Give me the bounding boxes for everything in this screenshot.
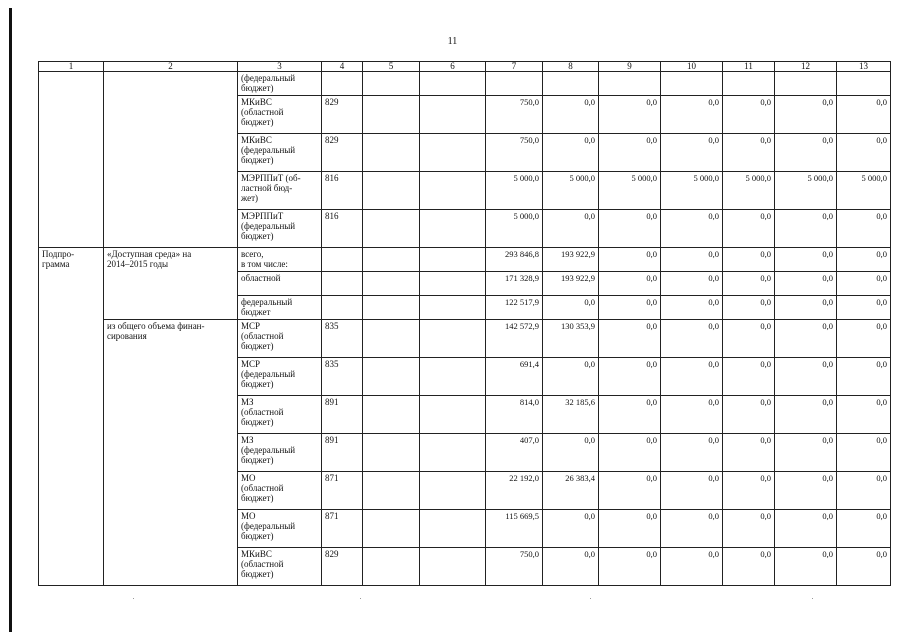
empty-cell bbox=[363, 296, 420, 320]
column-header: 12 bbox=[775, 62, 837, 72]
amount-cell bbox=[837, 72, 891, 96]
empty-cell bbox=[363, 72, 420, 96]
empty-cell bbox=[363, 358, 420, 396]
amount-cell bbox=[486, 72, 543, 96]
scan-dots bbox=[0, 598, 905, 602]
amount-cell: 130 353,9 bbox=[543, 320, 599, 358]
amount-cell: 0,0 bbox=[599, 248, 661, 272]
amount-cell: 0,0 bbox=[661, 548, 723, 586]
empty-cell bbox=[363, 248, 420, 272]
amount-cell: 0,0 bbox=[723, 296, 775, 320]
amount-cell: 0,0 bbox=[599, 210, 661, 248]
column-header: 9 bbox=[599, 62, 661, 72]
page-number: 11 bbox=[447, 36, 458, 47]
amount-cell: 0,0 bbox=[661, 96, 723, 134]
amount-cell: 122 517,9 bbox=[486, 296, 543, 320]
amount-cell: 0,0 bbox=[599, 320, 661, 358]
amount-cell: 293 846,8 bbox=[486, 248, 543, 272]
column-header: 3 bbox=[238, 62, 322, 72]
amount-cell: 0,0 bbox=[837, 320, 891, 358]
empty-cell bbox=[420, 510, 486, 548]
amount-cell: 0,0 bbox=[723, 210, 775, 248]
amount-cell: 171 328,9 bbox=[486, 272, 543, 296]
column-header: 4 bbox=[322, 62, 363, 72]
empty-cell bbox=[420, 272, 486, 296]
amount-cell: 0,0 bbox=[775, 548, 837, 586]
table-row bbox=[39, 320, 891, 358]
amount-cell: 0,0 bbox=[599, 396, 661, 434]
amount-cell: 26 383,4 bbox=[543, 472, 599, 510]
amount-cell: 691,4 bbox=[486, 358, 543, 396]
section-type-cell bbox=[39, 72, 104, 248]
amount-cell: 0,0 bbox=[775, 134, 837, 172]
amount-cell: 0,0 bbox=[661, 320, 723, 358]
amount-cell: 0,0 bbox=[837, 434, 891, 472]
amount-cell: 0,0 bbox=[599, 296, 661, 320]
agency-code-cell: 891 bbox=[322, 434, 363, 472]
empty-cell bbox=[420, 320, 486, 358]
amount-cell: 0,0 bbox=[775, 510, 837, 548]
amount-cell: 0,0 bbox=[837, 96, 891, 134]
funding-source-cell: МЗ (федеральный бюджет) bbox=[238, 434, 322, 472]
funding-source-cell: МО (областной бюджет) bbox=[238, 472, 322, 510]
empty-cell bbox=[420, 134, 486, 172]
agency-code-cell: 816 bbox=[322, 172, 363, 210]
funding-source-cell: МКиВС (областной бюджет) bbox=[238, 96, 322, 134]
program-name-cell: из общего объема финан- сирования bbox=[104, 320, 238, 586]
agency-code-cell: 829 bbox=[322, 134, 363, 172]
funding-source-cell: МСР (областной бюджет) bbox=[238, 320, 322, 358]
amount-cell: 0,0 bbox=[723, 248, 775, 272]
amount-cell: 0,0 bbox=[543, 96, 599, 134]
funding-source-cell: МКиВС (федеральный бюджет) bbox=[238, 134, 322, 172]
empty-cell bbox=[420, 396, 486, 434]
amount-cell bbox=[723, 72, 775, 96]
amount-cell: 0,0 bbox=[723, 358, 775, 396]
amount-cell: 0,0 bbox=[723, 320, 775, 358]
amount-cell: 0,0 bbox=[599, 134, 661, 172]
agency-code-cell: 816 bbox=[322, 210, 363, 248]
amount-cell: 0,0 bbox=[661, 210, 723, 248]
amount-cell: 750,0 bbox=[486, 96, 543, 134]
column-header: 10 bbox=[661, 62, 723, 72]
amount-cell: 0,0 bbox=[599, 96, 661, 134]
empty-cell bbox=[420, 358, 486, 396]
amount-cell: 0,0 bbox=[837, 210, 891, 248]
agency-code-cell: 835 bbox=[322, 358, 363, 396]
amount-cell: 0,0 bbox=[723, 434, 775, 472]
amount-cell: 0,0 bbox=[661, 396, 723, 434]
amount-cell: 0,0 bbox=[837, 510, 891, 548]
empty-cell bbox=[420, 434, 486, 472]
amount-cell: 0,0 bbox=[775, 248, 837, 272]
amount-cell: 0,0 bbox=[723, 134, 775, 172]
budget-table bbox=[38, 61, 891, 586]
amount-cell: 0,0 bbox=[543, 510, 599, 548]
empty-cell bbox=[363, 396, 420, 434]
agency-code-cell: 891 bbox=[322, 396, 363, 434]
empty-cell bbox=[363, 510, 420, 548]
amount-cell: 0,0 bbox=[661, 510, 723, 548]
agency-code-cell: 871 bbox=[322, 510, 363, 548]
agency-code-cell bbox=[322, 248, 363, 272]
amount-cell: 193 922,9 bbox=[543, 272, 599, 296]
amount-cell: 0,0 bbox=[661, 358, 723, 396]
funding-source-cell: (федеральный бюджет) bbox=[238, 72, 322, 96]
column-header: 7 bbox=[486, 62, 543, 72]
program-name-cell bbox=[104, 72, 238, 248]
empty-cell bbox=[420, 96, 486, 134]
column-header: 6 bbox=[420, 62, 486, 72]
funding-source-cell: всего, в том числе: bbox=[238, 248, 322, 272]
amount-cell: 5 000,0 bbox=[543, 172, 599, 210]
agency-code-cell: 835 bbox=[322, 320, 363, 358]
column-header: 11 bbox=[723, 62, 775, 72]
empty-cell bbox=[363, 548, 420, 586]
empty-cell bbox=[420, 548, 486, 586]
funding-source-cell: МЭРППиТ (об- ластной бюд- жет) bbox=[238, 172, 322, 210]
amount-cell: 0,0 bbox=[599, 548, 661, 586]
amount-cell: 0,0 bbox=[775, 472, 837, 510]
amount-cell: 5 000,0 bbox=[723, 172, 775, 210]
amount-cell: 0,0 bbox=[723, 272, 775, 296]
empty-cell bbox=[363, 272, 420, 296]
empty-cell bbox=[363, 96, 420, 134]
amount-cell: 0,0 bbox=[723, 396, 775, 434]
amount-cell: 5 000,0 bbox=[661, 172, 723, 210]
amount-cell: 0,0 bbox=[775, 358, 837, 396]
amount-cell: 0,0 bbox=[775, 210, 837, 248]
amount-cell: 0,0 bbox=[723, 510, 775, 548]
funding-source-cell: МКиВС (областной бюджет) bbox=[238, 548, 322, 586]
amount-cell: 0,0 bbox=[599, 358, 661, 396]
amount-cell: 193 922,9 bbox=[543, 248, 599, 272]
amount-cell: 5 000,0 bbox=[775, 172, 837, 210]
amount-cell: 0,0 bbox=[599, 472, 661, 510]
agency-code-cell bbox=[322, 72, 363, 96]
amount-cell: 5 000,0 bbox=[599, 172, 661, 210]
amount-cell: 0,0 bbox=[661, 296, 723, 320]
agency-code-cell: 829 bbox=[322, 548, 363, 586]
amount-cell: 0,0 bbox=[543, 434, 599, 472]
amount-cell bbox=[599, 72, 661, 96]
amount-cell: 0,0 bbox=[543, 548, 599, 586]
amount-cell: 407,0 bbox=[486, 434, 543, 472]
amount-cell: 750,0 bbox=[486, 548, 543, 586]
funding-source-cell: МСР (федеральный бюджет) bbox=[238, 358, 322, 396]
funding-source-cell: МЗ (областной бюджет) bbox=[238, 396, 322, 434]
amount-cell: 115 669,5 bbox=[486, 510, 543, 548]
empty-cell bbox=[363, 434, 420, 472]
agency-code-cell: 829 bbox=[322, 96, 363, 134]
amount-cell: 0,0 bbox=[775, 434, 837, 472]
amount-cell: 0,0 bbox=[837, 548, 891, 586]
amount-cell bbox=[775, 72, 837, 96]
table-header-row bbox=[39, 62, 891, 72]
page-margin-bar bbox=[9, 8, 12, 632]
amount-cell: 5 000,0 bbox=[486, 210, 543, 248]
empty-cell bbox=[363, 210, 420, 248]
empty-cell bbox=[420, 472, 486, 510]
empty-cell bbox=[420, 210, 486, 248]
agency-code-cell bbox=[322, 296, 363, 320]
amount-cell: 0,0 bbox=[543, 358, 599, 396]
amount-cell bbox=[661, 72, 723, 96]
amount-cell: 0,0 bbox=[661, 134, 723, 172]
amount-cell: 142 572,9 bbox=[486, 320, 543, 358]
amount-cell: 0,0 bbox=[837, 358, 891, 396]
empty-cell bbox=[420, 296, 486, 320]
amount-cell: 0,0 bbox=[723, 472, 775, 510]
amount-cell: 0,0 bbox=[837, 134, 891, 172]
empty-cell bbox=[420, 72, 486, 96]
amount-cell: 0,0 bbox=[837, 248, 891, 272]
empty-cell bbox=[420, 172, 486, 210]
funding-source-cell: МЭРППиТ (федеральный бюджет) bbox=[238, 210, 322, 248]
amount-cell: 0,0 bbox=[599, 434, 661, 472]
amount-cell: 0,0 bbox=[837, 472, 891, 510]
empty-cell bbox=[363, 472, 420, 510]
amount-cell: 0,0 bbox=[543, 134, 599, 172]
column-header: 1 bbox=[39, 62, 104, 72]
empty-cell bbox=[363, 172, 420, 210]
amount-cell: 0,0 bbox=[775, 96, 837, 134]
amount-cell: 5 000,0 bbox=[486, 172, 543, 210]
amount-cell: 0,0 bbox=[775, 320, 837, 358]
amount-cell: 814,0 bbox=[486, 396, 543, 434]
amount-cell: 0,0 bbox=[661, 248, 723, 272]
amount-cell: 22 192,0 bbox=[486, 472, 543, 510]
amount-cell: 5 000,0 bbox=[837, 172, 891, 210]
amount-cell: 0,0 bbox=[661, 434, 723, 472]
table-body bbox=[39, 72, 891, 586]
amount-cell bbox=[543, 72, 599, 96]
table-row bbox=[39, 72, 891, 96]
amount-cell: 750,0 bbox=[486, 134, 543, 172]
empty-cell bbox=[420, 248, 486, 272]
amount-cell: 0,0 bbox=[661, 472, 723, 510]
amount-cell: 0,0 bbox=[837, 396, 891, 434]
amount-cell: 0,0 bbox=[775, 396, 837, 434]
amount-cell: 0,0 bbox=[837, 272, 891, 296]
amount-cell: 0,0 bbox=[837, 296, 891, 320]
amount-cell: 32 185,6 bbox=[543, 396, 599, 434]
amount-cell: 0,0 bbox=[775, 272, 837, 296]
table-row bbox=[39, 248, 891, 272]
section-type-cell: Подпро- грамма bbox=[39, 248, 104, 586]
funding-source-cell: федеральный бюджет bbox=[238, 296, 322, 320]
amount-cell: 0,0 bbox=[775, 296, 837, 320]
column-header: 5 bbox=[363, 62, 420, 72]
funding-source-cell: областной bbox=[238, 272, 322, 296]
amount-cell: 0,0 bbox=[723, 96, 775, 134]
program-name-cell: «Доступная среда» на 2014–2015 годы bbox=[104, 248, 238, 320]
agency-code-cell bbox=[322, 272, 363, 296]
column-header: 13 bbox=[837, 62, 891, 72]
agency-code-cell: 871 bbox=[322, 472, 363, 510]
amount-cell: 0,0 bbox=[599, 272, 661, 296]
amount-cell: 0,0 bbox=[543, 296, 599, 320]
empty-cell bbox=[363, 134, 420, 172]
column-header: 2 bbox=[104, 62, 238, 72]
funding-source-cell: МО (федеральный бюджет) bbox=[238, 510, 322, 548]
amount-cell: 0,0 bbox=[599, 510, 661, 548]
amount-cell: 0,0 bbox=[543, 210, 599, 248]
amount-cell: 0,0 bbox=[661, 272, 723, 296]
amount-cell: 0,0 bbox=[723, 548, 775, 586]
empty-cell bbox=[363, 320, 420, 358]
column-header: 8 bbox=[543, 62, 599, 72]
